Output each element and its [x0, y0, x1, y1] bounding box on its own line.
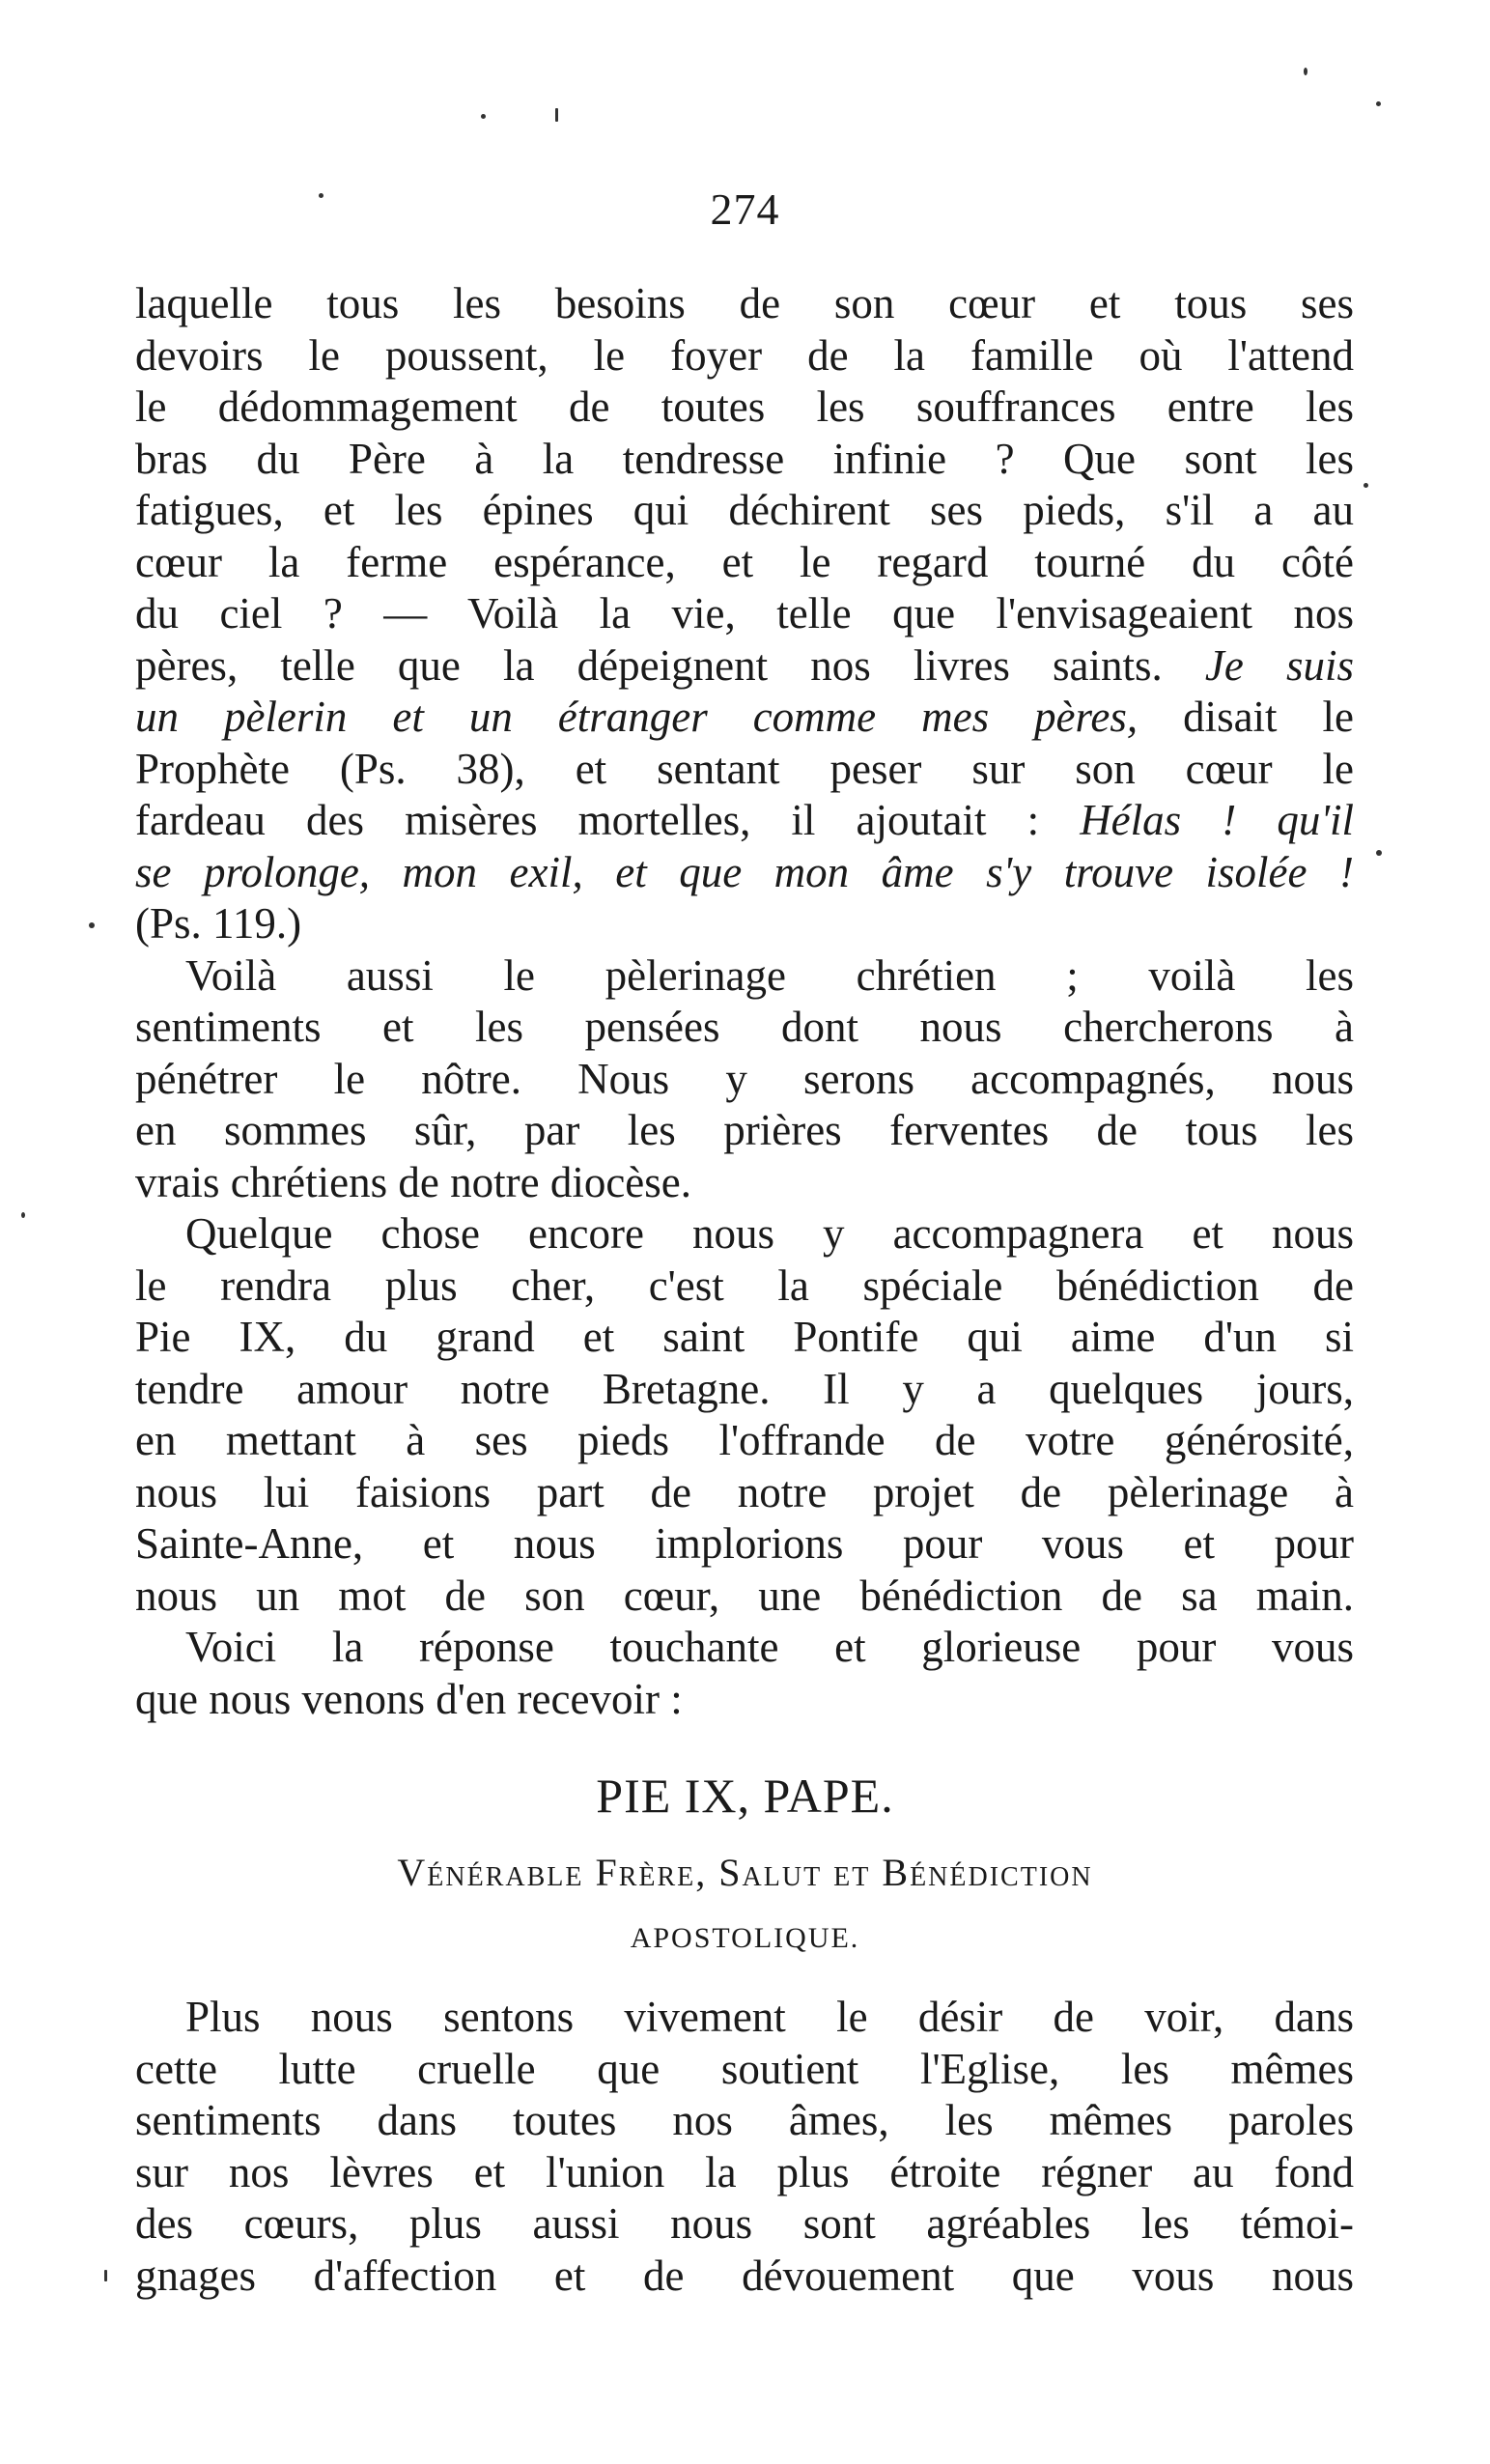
text-line: Prophète (Ps. 38), et sentant peser sur son cœur le — [135, 744, 1354, 793]
text-line: des cœurs, plus aussi nous sont agréables les témoi- — [135, 2199, 1354, 2248]
scan-speck — [21, 1212, 25, 1218]
text-line: le dédommagement de toutes les souffrances entre les — [135, 382, 1354, 431]
scan-speck — [1376, 850, 1382, 856]
text-line: vrais chrétiens de notre diocèse. — [135, 1157, 692, 1206]
scan-speck — [1376, 101, 1381, 106]
text-line: cœur la ferme espérance, et le regard tourné du côté — [135, 537, 1354, 586]
body-text-top — [135, 278, 1354, 1725]
text-line: pénétrer le nôtre. Nous y serons accompagnés, nous — [135, 1054, 1354, 1103]
scan-speck — [104, 2270, 107, 2281]
text-line: tendre amour notre Bretagne. Il y a quelques jours, — [135, 1364, 1354, 1413]
italic-quote: Hélas ! qu'il — [1080, 796, 1354, 844]
text-line: Quelque chose encore nous y accompagnera et nous — [185, 1209, 1354, 1258]
scan-speck — [319, 193, 323, 198]
letter-salutation-end: APOSTOLIQUE. — [630, 1922, 860, 1954]
scan-speck — [481, 114, 486, 119]
text-line: Voilà aussi le pèlerinage chrétien ; voilà les — [185, 950, 1354, 1000]
text-line: du ciel ? — Voilà la vie, telle que l'envisageaient nos — [135, 589, 1354, 637]
text-line: que nous venons d'en recevoir : — [135, 1674, 683, 1723]
italic-quote: Je suis — [1204, 640, 1354, 690]
scan-speck — [1304, 68, 1307, 75]
text-line: Pie IX, du grand et saint Pontife qui aime d'un si — [135, 1313, 1354, 1361]
letter-heading: PIE IX, PAPE. — [596, 1769, 894, 1823]
italic-quote: se prolonge, mon exil, et que mon âme s'y trouve isolée ! — [135, 847, 1354, 896]
text-line: fatigues, et les épines qui déchirent ses pieds, s'il a au — [135, 486, 1354, 534]
text-line: le rendra plus cher, c'est la spéciale bénédiction de — [135, 1260, 1354, 1310]
page-number: 274 — [710, 184, 780, 234]
text-line: sentiments dans toutes nos âmes, les mêmes paroles — [135, 2096, 1354, 2144]
text-segment: pères, telle que la dépeignent nos livres saints. — [135, 640, 1163, 690]
body-text-letter — [135, 1992, 1354, 2302]
text-line: laquelle tous les besoins de son cœur et tous ses — [135, 279, 1354, 327]
text-line: Voici la réponse touchante et glorieuse pour vous — [185, 1623, 1354, 1671]
text-line — [135, 692, 1354, 744]
text-line: Sainte-Anne, et nous implorions pour vous et pour — [135, 1519, 1354, 1568]
text-segment: disait le — [1138, 693, 1354, 741]
text-line: Plus nous sentons vivement le désir de voir, dans — [185, 1993, 1354, 2041]
text-line — [135, 795, 1354, 847]
text-line: en mettant à ses pieds l'offrande de votre générosité, — [135, 1416, 1354, 1464]
text-segment: fardeau des misères mortelles, il ajoutait : — [135, 796, 1081, 844]
text-line: nous un mot de son cœur, une bénédiction de sa main. — [135, 1571, 1354, 1620]
scan-speck — [1363, 483, 1368, 488]
italic-quote: un pèlerin et un étranger comme mes pères, — [135, 693, 1139, 741]
text-line: devoirs le poussent, le foyer de la famille où l'attend — [135, 330, 1354, 380]
text-line — [135, 847, 1354, 899]
text-line — [135, 640, 1354, 693]
letter-salutation: Vénérable Frère, Salut et Bénédiction — [397, 1851, 1093, 1894]
scan-speck — [89, 922, 95, 928]
text-line: sur nos lèvres et l'union la plus étroite régner au fond — [135, 2147, 1354, 2196]
text-line: cette lutte cruelle que soutient l'Eglise, les mêmes — [135, 2044, 1354, 2093]
text-line: nous lui faisions part de notre projet de pèlerinage à — [135, 1467, 1354, 1516]
scan-speck — [555, 108, 558, 122]
text-line: en sommes sûr, par les prières ferventes de tous les — [135, 1106, 1354, 1154]
text-line: bras du Père à la tendresse infinie ? Que sont les — [135, 434, 1354, 483]
text-line: gnages d'affection et de dévouement que vous nous — [135, 2251, 1354, 2300]
text-line: sentiments et les pensées dont nous chercherons à — [135, 1003, 1354, 1051]
text-line: (Ps. 119.) — [135, 899, 302, 948]
